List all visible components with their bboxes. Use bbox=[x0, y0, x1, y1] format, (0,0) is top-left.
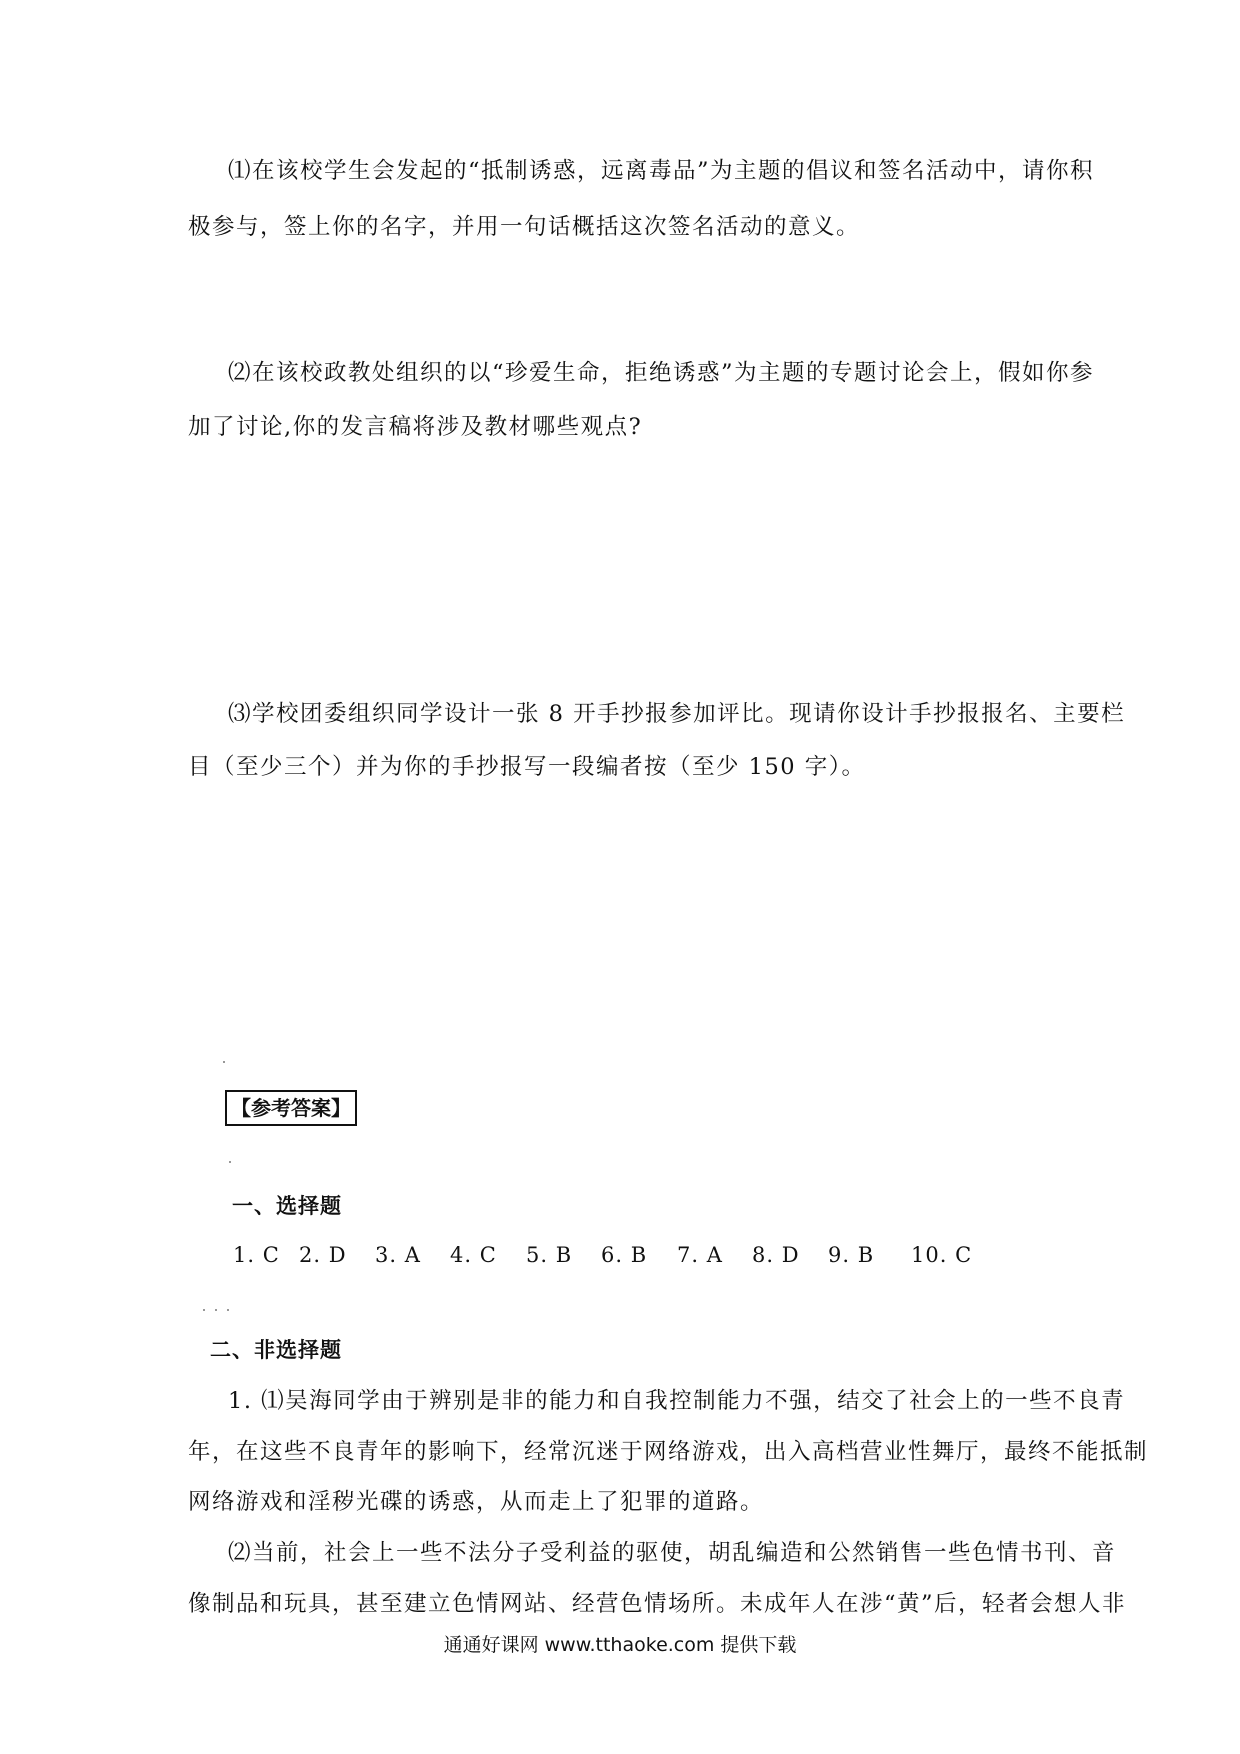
q1-line2: 极参与，签上你的名字，并用一句话概括这次签名活动的意义。 bbox=[188, 214, 861, 240]
scan-speck bbox=[223, 1061, 225, 1063]
choice-answer: 3. A bbox=[375, 1243, 421, 1267]
q2-line2: 加了讨论,你的发言稿将涉及教材哪些观点? bbox=[188, 414, 643, 440]
section1-heading: 一、选择题 bbox=[232, 1194, 342, 1218]
choice-answer: 10. C bbox=[911, 1243, 973, 1267]
scan-speck bbox=[215, 1309, 217, 1311]
scan-speck bbox=[229, 1161, 231, 1163]
s2-p1-line1: 1. ⑴吴海同学由于辨别是非的能力和自我控制能力不强，结交了社会上的一些不良青 bbox=[228, 1388, 1126, 1414]
choice-answer: 5. B bbox=[526, 1243, 573, 1267]
choice-answer: 2. D bbox=[299, 1243, 347, 1267]
scan-speck bbox=[227, 1309, 229, 1311]
choice-answer: 1. C bbox=[233, 1243, 280, 1267]
choice-answer: 4. C bbox=[450, 1243, 497, 1267]
answer-key-title: 【参考答案】 bbox=[225, 1090, 357, 1126]
q1-line1: ⑴在该校学生会发起的“抵制诱惑，远离毒品”为主题的倡议和签名活动中，请你积 bbox=[228, 158, 1095, 184]
section2-heading: 二、非选择题 bbox=[210, 1338, 342, 1362]
s2-p1-line2: 年，在这些不良青年的影响下，经常沉迷于网络游戏，出入高档营业性舞厅，最终不能抵制 bbox=[188, 1439, 1149, 1465]
q3-line2: 目（至少三个）并为你的手抄报写一段编者按（至少 150 字）。 bbox=[188, 754, 866, 780]
choice-answer: 6. B bbox=[601, 1243, 648, 1267]
choice-answer: 7. A bbox=[677, 1243, 723, 1267]
page-footer: 通通好课网 www.tthaoke.com 提供下载 bbox=[443, 1634, 797, 1656]
s2-p1-line3: 网络游戏和淫秽光碟的诱惑，从而走上了犯罪的道路。 bbox=[188, 1489, 765, 1515]
q3-line1: ⑶学校团委组织同学设计一张 8 开手抄报参加评比。现请你设计手抄报报名、主要栏 bbox=[228, 701, 1126, 727]
q2-line1: ⑵在该校政教处组织的以“珍爱生命，拒绝诱惑”为主题的专题讨论会上，假如你参 bbox=[228, 360, 1095, 386]
choice-answer: 8. D bbox=[752, 1243, 800, 1267]
choice-answer: 9. B bbox=[828, 1243, 875, 1267]
scan-speck bbox=[203, 1309, 205, 1311]
s2-p2-line2: 像制品和玩具，甚至建立色情网站、经营色情场所。未成年人在涉“黄”后，轻者会想人非 bbox=[188, 1591, 1127, 1617]
choice-answers-row bbox=[233, 1240, 993, 1270]
s2-p2-line1: ⑵当前，社会上一些不法分子受利益的驱使，胡乱编造和公然销售一些色情书刊、音 bbox=[228, 1540, 1117, 1566]
